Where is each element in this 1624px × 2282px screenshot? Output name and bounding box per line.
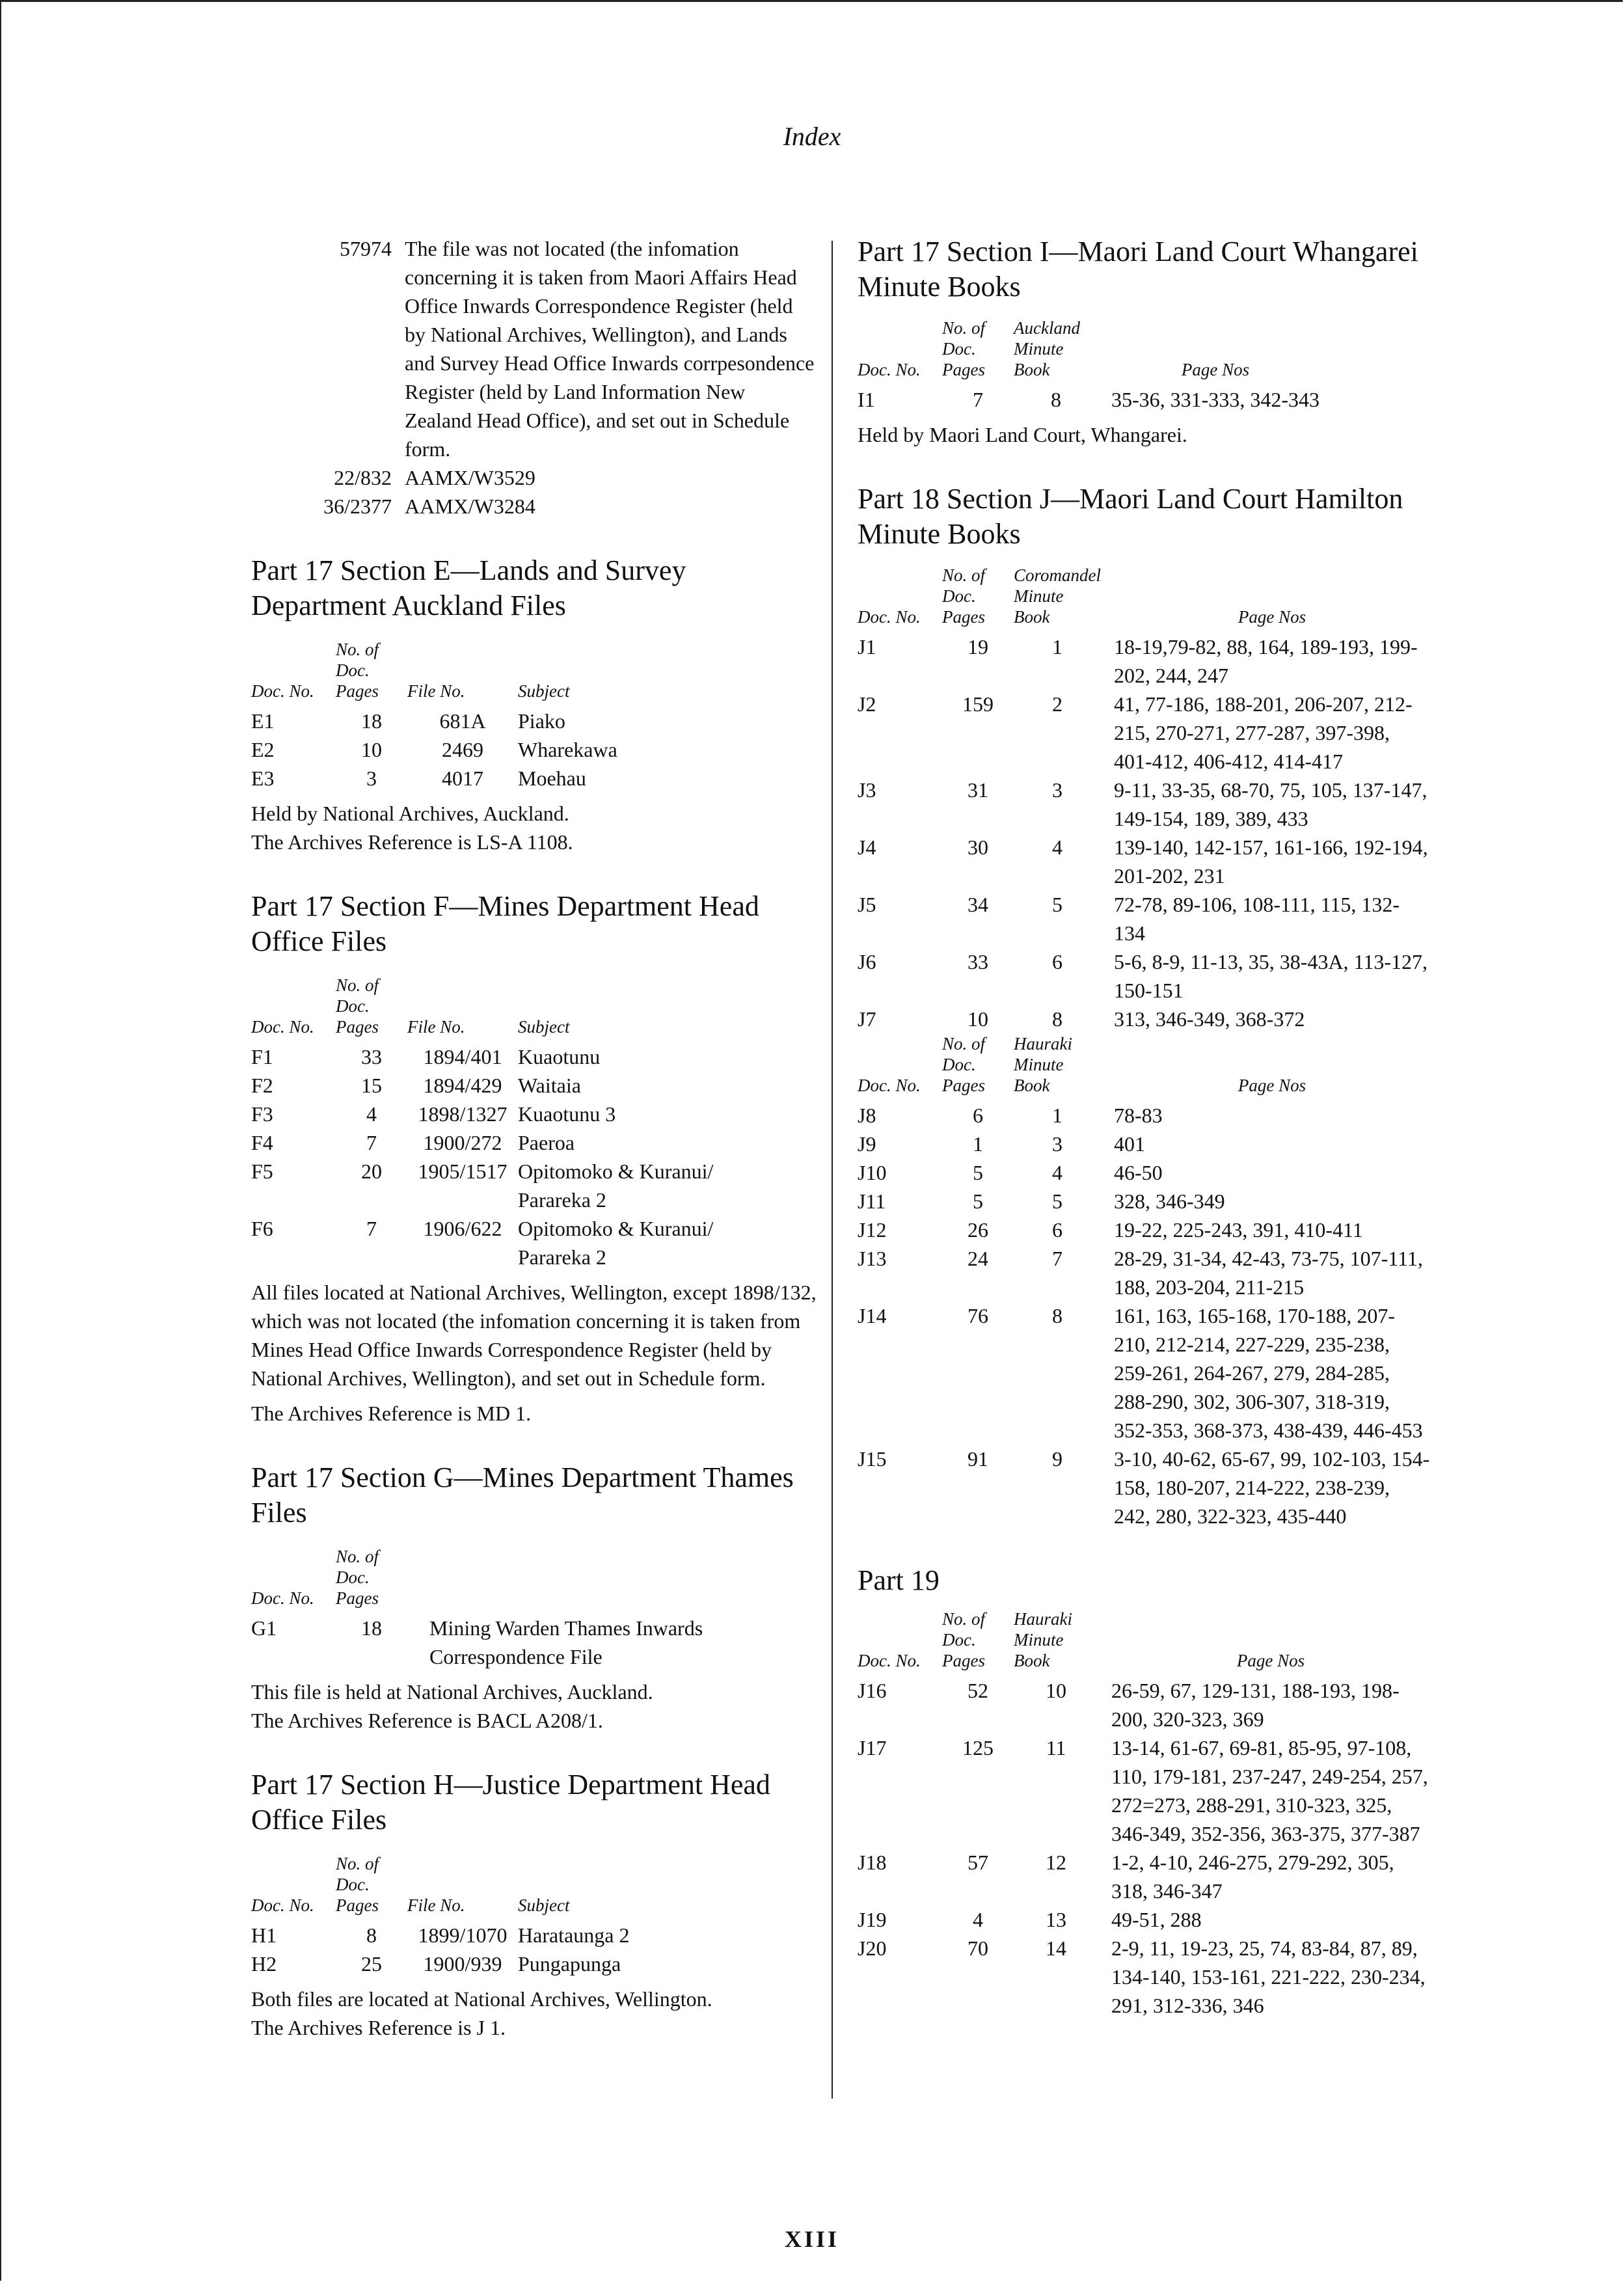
header-doc-no: Doc. No. xyxy=(858,1076,921,1095)
page-nos: 46-50 xyxy=(1114,1161,1163,1184)
page-nos: 139-140, 142-157, 161-166, 192-194, 201-202, 231 xyxy=(1114,835,1428,888)
doc-no: J2 xyxy=(858,692,876,716)
doc-no: E2 xyxy=(251,738,275,761)
doc-pages: 4 xyxy=(366,1102,377,1126)
reference-number: 36/2377 xyxy=(323,495,392,518)
header-subject: Subject xyxy=(518,1017,570,1037)
doc-pages: 18 xyxy=(361,1616,382,1640)
section-f-note: All files located at National Archives, Wellington, except 1898/132, which was not located (the infomation concerning it is taken from Mines Head Office Inwards Correspondence Register (held by National Archives, Wellington), and set out in Schedule form. xyxy=(251,1281,817,1390)
page-nos: 1-2, 4-10, 246-275, 279-292, 305, 318, 346-347 xyxy=(1111,1851,1394,1903)
table-row xyxy=(858,632,1430,690)
doc-pages: 1 xyxy=(973,1132,983,1156)
minute-book: 8 xyxy=(1051,388,1061,411)
minute-book: 6 xyxy=(1052,1218,1062,1242)
page-nos: 3-10, 40-62, 65-67, 99, 102-103, 154-158, 180-207, 214-222, 238-239, 242, 280, 322-323, 435-440 xyxy=(1114,1447,1430,1528)
minute-book: 2 xyxy=(1052,692,1062,716)
doc-no: F4 xyxy=(251,1131,273,1154)
file-no: 1900/272 xyxy=(423,1131,502,1154)
doc-pages: 159 xyxy=(962,692,994,716)
doc-no: J12 xyxy=(858,1218,887,1242)
file-no: 1905/1517 xyxy=(418,1160,508,1183)
doc-no: E3 xyxy=(251,767,275,790)
reference-text: AAMX/W3529 xyxy=(405,466,535,489)
doc-no: J15 xyxy=(858,1447,887,1471)
table-row xyxy=(251,1042,752,1071)
doc-pages: 5 xyxy=(973,1189,983,1213)
minute-book: 1 xyxy=(1052,635,1062,659)
table-row xyxy=(858,1848,1430,1905)
page-nos: 28-29, 31-34, 42-43, 73-75, 107-111, 188, 203-204, 211-215 xyxy=(1114,1247,1423,1299)
column-divider xyxy=(832,241,833,2099)
section-f-heading: Part 17 Section F—Mines Department Head Office Files xyxy=(251,890,759,957)
table-header-row xyxy=(251,639,617,707)
reference-text: The file was not located (the infomation concerning it is taken from Maori Affairs Head Office Inwards Correspondence Register (held by National Archives, Wellington), and Lands and Survey Head Office Inwards corrpesondence Register (held by Land Information New Zealand Head Office), and set out in Schedule form. xyxy=(405,237,815,461)
header-doc-pages: No. of Doc. Pages xyxy=(336,975,379,1037)
reference-row xyxy=(340,234,817,463)
minute-book: 1 xyxy=(1052,1104,1062,1127)
doc-no: I1 xyxy=(858,388,875,411)
doc-no: J20 xyxy=(858,1936,887,1960)
doc-pages: 91 xyxy=(968,1447,988,1471)
header-doc-no: Doc. No. xyxy=(251,1895,314,1915)
doc-pages: 34 xyxy=(968,893,988,916)
page-nos: 328, 346-349 xyxy=(1114,1189,1225,1213)
header-subject: Subject xyxy=(518,681,570,701)
doc-no: H2 xyxy=(251,1952,277,1976)
table-header-row xyxy=(858,1033,1430,1101)
minute-book: 3 xyxy=(1052,1132,1062,1156)
subject: Piako xyxy=(518,709,565,733)
doc-no: J18 xyxy=(858,1851,887,1874)
header-minute-book: Auckland Minute Book xyxy=(1014,318,1080,379)
page-nos: 49-51, 288 xyxy=(1111,1908,1202,1931)
table-row xyxy=(858,833,1430,890)
doc-no: J11 xyxy=(858,1189,886,1213)
table-row xyxy=(858,690,1430,776)
doc-pages: 33 xyxy=(968,950,988,973)
minute-book: 8 xyxy=(1052,1304,1062,1327)
doc-pages: 20 xyxy=(361,1160,382,1183)
minute-book: 9 xyxy=(1052,1447,1062,1471)
doc-pages: 125 xyxy=(962,1736,994,1759)
file-no: 1898/1327 xyxy=(418,1102,508,1126)
header-doc-no: Doc. No. xyxy=(251,1017,314,1037)
table-row xyxy=(858,1445,1430,1530)
doc-no: J4 xyxy=(858,835,876,859)
right-column xyxy=(858,234,1430,2020)
minute-book: 10 xyxy=(1046,1679,1066,1702)
header-doc-no: Doc. No. xyxy=(251,1588,314,1608)
header-doc-pages: No. of Doc. Pages xyxy=(336,640,379,701)
subject: Pungapunga xyxy=(518,1952,621,1976)
file-no: 1894/429 xyxy=(423,1074,502,1097)
section-g-heading: Part 17 Section G—Mines Department Thames Files xyxy=(251,1461,794,1528)
doc-no: J7 xyxy=(858,1007,876,1031)
doc-pages: 19 xyxy=(968,635,988,659)
subject: Kuaotunu 3 xyxy=(518,1102,616,1126)
minute-book: 13 xyxy=(1046,1908,1066,1931)
table-row xyxy=(251,1614,768,1671)
header-doc-pages: No. of Doc. Pages xyxy=(942,565,986,627)
page-nos: 18-19,79-82, 88, 164, 189-193, 199-202, 244, 247 xyxy=(1114,635,1418,687)
table-row xyxy=(251,1071,752,1100)
table-row xyxy=(858,776,1430,833)
minute-book: 4 xyxy=(1052,1161,1062,1184)
doc-pages: 57 xyxy=(968,1851,988,1874)
section-h-heading: Part 17 Section H—Justice Department Head Office Files xyxy=(251,1769,770,1836)
header-doc-pages: No. of Doc. Pages xyxy=(336,1854,379,1915)
doc-no: J16 xyxy=(858,1679,887,1702)
doc-no: E1 xyxy=(251,709,275,733)
doc-pages: 6 xyxy=(973,1104,983,1127)
table-row xyxy=(858,1676,1430,1733)
minute-book: 4 xyxy=(1052,835,1062,859)
header-doc-pages: No. of Doc. Pages xyxy=(336,1547,379,1608)
section-i-table xyxy=(858,318,1320,414)
header-page-nos: Page Nos xyxy=(1238,1076,1306,1095)
page-nos: 78-83 xyxy=(1114,1104,1163,1127)
doc-no: F5 xyxy=(251,1160,273,1183)
doc-pages: 25 xyxy=(361,1952,382,1976)
doc-no: J13 xyxy=(858,1247,887,1270)
header-page-nos: Page Nos xyxy=(1238,607,1306,627)
doc-no: J9 xyxy=(858,1132,876,1156)
header-doc-no: Doc. No. xyxy=(858,360,921,379)
subject: Waitaia xyxy=(518,1074,581,1097)
minute-book: 5 xyxy=(1052,893,1062,916)
doc-no: H1 xyxy=(251,1923,277,1947)
table-row xyxy=(251,1157,752,1214)
page-nos: 19-22, 225-243, 391, 410-411 xyxy=(1114,1218,1363,1242)
table-row xyxy=(858,1158,1430,1187)
page-nos: 161, 163, 165-168, 170-188, 207-210, 212-214, 227-229, 235-238, 259-261, 264-267, 279, 284-285, 288-290, 302, 306-307, 318-319, 352-353, 368-373, 438-439, 446-453 xyxy=(1114,1304,1423,1442)
header-minute-book: Hauraki Minute Book xyxy=(1014,1034,1072,1095)
table-row xyxy=(251,1100,752,1128)
header-minute-book: Hauraki Minute Book xyxy=(1014,1609,1072,1670)
file-reference-list xyxy=(323,234,817,521)
table-row xyxy=(251,1921,629,1949)
subject: Kuaotunu xyxy=(518,1045,601,1068)
left-column xyxy=(251,234,817,2042)
header-page-nos: Page Nos xyxy=(1236,1651,1305,1670)
subject: Wharekawa xyxy=(518,738,617,761)
minute-book: 14 xyxy=(1046,1936,1066,1960)
doc-pages: 5 xyxy=(973,1161,983,1184)
table-header-row xyxy=(251,1546,768,1614)
reference-row xyxy=(334,463,817,492)
doc-pages: 15 xyxy=(361,1074,382,1097)
subject: Opitomoko & Kuranui/ Parareka 2 xyxy=(518,1217,714,1269)
table-row xyxy=(858,385,1320,414)
minute-book: 12 xyxy=(1046,1851,1066,1874)
page-nos: 13-14, 61-67, 69-81, 85-95, 97-108, 110, 179-181, 237-247, 249-254, 257, 272=273, 288-291, 310-323, 325, 346-349, 352-356, 363-375, 377-387 xyxy=(1111,1736,1428,1845)
file-no: 1899/1070 xyxy=(418,1923,508,1947)
section-h-note: Both files are located at National Archives, Wellington. xyxy=(251,1987,712,2011)
minute-book: 8 xyxy=(1052,1007,1062,1031)
doc-no: J6 xyxy=(858,950,876,973)
section-g-note: This file is held at National Archives, Auckland. xyxy=(251,1680,653,1704)
header-doc-pages: No. of Doc. Pages xyxy=(942,318,986,379)
reference-number: 22/832 xyxy=(334,466,392,489)
doc-no: F1 xyxy=(251,1045,273,1068)
doc-no: G1 xyxy=(251,1616,277,1640)
doc-pages: 52 xyxy=(968,1679,988,1702)
page-number: XIII xyxy=(784,2226,840,2252)
header-file-no: File No. xyxy=(407,681,465,701)
file-no: 1906/622 xyxy=(423,1217,502,1240)
header-page-nos: Page Nos xyxy=(1181,360,1250,379)
page-nos: 5-6, 8-9, 11-13, 35, 38-43A, 113-127, 150-151 xyxy=(1114,950,1428,1002)
doc-pages: 3 xyxy=(366,767,377,790)
reference-text: AAMX/W3284 xyxy=(405,495,535,518)
table-row xyxy=(858,1733,1430,1848)
table-header-row xyxy=(858,318,1320,385)
page-nos: 313, 346-349, 368-372 xyxy=(1114,1007,1305,1031)
doc-pages: 7 xyxy=(366,1217,377,1240)
table-row xyxy=(251,1128,752,1157)
table-row xyxy=(858,1005,1430,1033)
reference-row xyxy=(323,492,817,521)
doc-pages: 70 xyxy=(968,1936,988,1960)
section-g-archives-ref: The Archives Reference is BACL A208/1. xyxy=(251,1709,603,1732)
section-f-archives-ref: The Archives Reference is MD 1. xyxy=(251,1402,532,1425)
header-doc-no: Doc. No. xyxy=(858,1651,921,1670)
doc-pages: 31 xyxy=(968,778,988,802)
header-doc-no: Doc. No. xyxy=(858,607,921,627)
doc-pages: 26 xyxy=(968,1218,988,1242)
doc-no: J10 xyxy=(858,1161,887,1184)
file-no: 1900/939 xyxy=(423,1952,502,1976)
subject: Moehau xyxy=(518,767,586,790)
table-row xyxy=(858,1216,1430,1244)
section-j-table xyxy=(858,565,1430,1530)
doc-no: F3 xyxy=(251,1102,273,1126)
table-row xyxy=(251,1214,752,1271)
doc-pages: 33 xyxy=(361,1045,382,1068)
section-j-heading: Part 18 Section J—Maori Land Court Hamilton Minute Books xyxy=(858,483,1403,550)
table-row xyxy=(251,707,617,735)
doc-no: J17 xyxy=(858,1736,887,1759)
page-nos: 9-11, 33-35, 68-70, 75, 105, 137-147, 149-154, 189, 389, 433 xyxy=(1114,778,1428,830)
section-e-table xyxy=(251,639,617,793)
header-minute-book: Coromandel Minute Book xyxy=(1014,565,1101,627)
header-doc-pages: No. of Doc. Pages xyxy=(942,1609,986,1670)
doc-pages: 24 xyxy=(968,1247,988,1270)
doc-pages: 8 xyxy=(366,1923,377,1947)
doc-pages: 10 xyxy=(968,1007,988,1031)
doc-pages: 7 xyxy=(366,1131,377,1154)
header-doc-pages: No. of Doc. Pages xyxy=(942,1034,986,1095)
doc-no: J8 xyxy=(858,1104,876,1127)
page-nos: 41, 77-186, 188-201, 206-207, 212-215, 270-271, 277-287, 397-398, 401-412, 406-412, 414-417 xyxy=(1114,692,1413,773)
section-e-archives-ref: The Archives Reference is LS-A 1108. xyxy=(251,830,573,854)
file-no: 4017 xyxy=(442,767,483,790)
subject: Paeroa xyxy=(518,1131,575,1154)
doc-no: F6 xyxy=(251,1217,273,1240)
table-row xyxy=(251,735,617,764)
doc-no: J14 xyxy=(858,1304,887,1327)
table-row xyxy=(858,1187,1430,1216)
minute-book: 5 xyxy=(1052,1189,1062,1213)
table-row xyxy=(858,1244,1430,1301)
page-nos: 35-36, 331-333, 342-343 xyxy=(1111,388,1320,411)
doc-pages: 76 xyxy=(968,1304,988,1327)
page-nos: 26-59, 67, 129-131, 188-193, 198-200, 320-323, 369 xyxy=(1111,1679,1400,1731)
file-no: 1894/401 xyxy=(423,1045,502,1068)
table-row xyxy=(858,1905,1430,1934)
page-nos: 401 xyxy=(1114,1132,1145,1156)
doc-pages: 18 xyxy=(361,709,382,733)
doc-pages: 30 xyxy=(968,835,988,859)
table-row xyxy=(251,764,617,793)
minute-book: 6 xyxy=(1052,950,1062,973)
subject: Mining Warden Thames Inwards Correspondence File xyxy=(429,1616,703,1668)
page-nos: 2-9, 11, 19-23, 25, 74, 83-84, 87, 89, 134-140, 153-161, 221-222, 230-234, 291, 312-336, 346 xyxy=(1111,1936,1426,2017)
table-row xyxy=(858,890,1430,947)
table-row xyxy=(858,1130,1430,1158)
section-h-archives-ref: The Archives Reference is J 1. xyxy=(251,2016,506,2039)
page-nos: 72-78, 89-106, 108-111, 115, 132-134 xyxy=(1114,893,1400,945)
doc-no: F2 xyxy=(251,1074,273,1097)
section-f-table xyxy=(251,975,752,1271)
table-row xyxy=(858,1301,1430,1445)
reference-number: 57974 xyxy=(340,237,392,260)
table-header-row xyxy=(858,565,1430,632)
minute-book: 11 xyxy=(1046,1736,1066,1759)
file-no: 681A xyxy=(439,709,486,733)
file-no: 2469 xyxy=(442,738,483,761)
table-row xyxy=(858,1934,1430,2020)
part-19-heading: Part 19 xyxy=(858,1564,940,1596)
table-header-row xyxy=(251,975,752,1042)
section-g-table xyxy=(251,1546,768,1671)
section-e-note: Held by National Archives, Auckland. xyxy=(251,802,569,825)
table-row xyxy=(858,1101,1430,1130)
table-row xyxy=(858,947,1430,1005)
section-i-heading: Part 17 Section I—Maori Land Court Whangarei Minute Books xyxy=(858,236,1418,303)
doc-pages: 10 xyxy=(361,738,382,761)
section-e-heading: Part 17 Section E—Lands and Survey Department Auckland Files xyxy=(251,554,686,621)
minute-book: 3 xyxy=(1052,778,1062,802)
doc-no: J19 xyxy=(858,1908,887,1931)
header-file-no: File No. xyxy=(407,1895,465,1915)
table-header-row xyxy=(858,1609,1430,1676)
part-19-table xyxy=(858,1609,1430,2020)
minute-book: 7 xyxy=(1052,1247,1062,1270)
header-subject: Subject xyxy=(518,1895,570,1915)
section-i-note: Held by Maori Land Court, Whangarei. xyxy=(858,423,1187,446)
subject: Harataunga 2 xyxy=(518,1923,630,1947)
section-h-table xyxy=(251,1853,629,1978)
doc-no: J1 xyxy=(858,635,876,659)
doc-pages: 4 xyxy=(973,1908,983,1931)
subject: Opitomoko & Kuranui/ Parareka 2 xyxy=(518,1160,714,1212)
header-file-no: File No. xyxy=(407,1017,465,1037)
table-row xyxy=(251,1949,629,1978)
doc-no: J3 xyxy=(858,778,876,802)
doc-no: J5 xyxy=(858,893,876,916)
table-header-row xyxy=(251,1853,629,1921)
header-doc-no: Doc. No. xyxy=(251,681,314,701)
doc-pages: 7 xyxy=(973,388,983,411)
running-head: Index xyxy=(783,122,841,151)
